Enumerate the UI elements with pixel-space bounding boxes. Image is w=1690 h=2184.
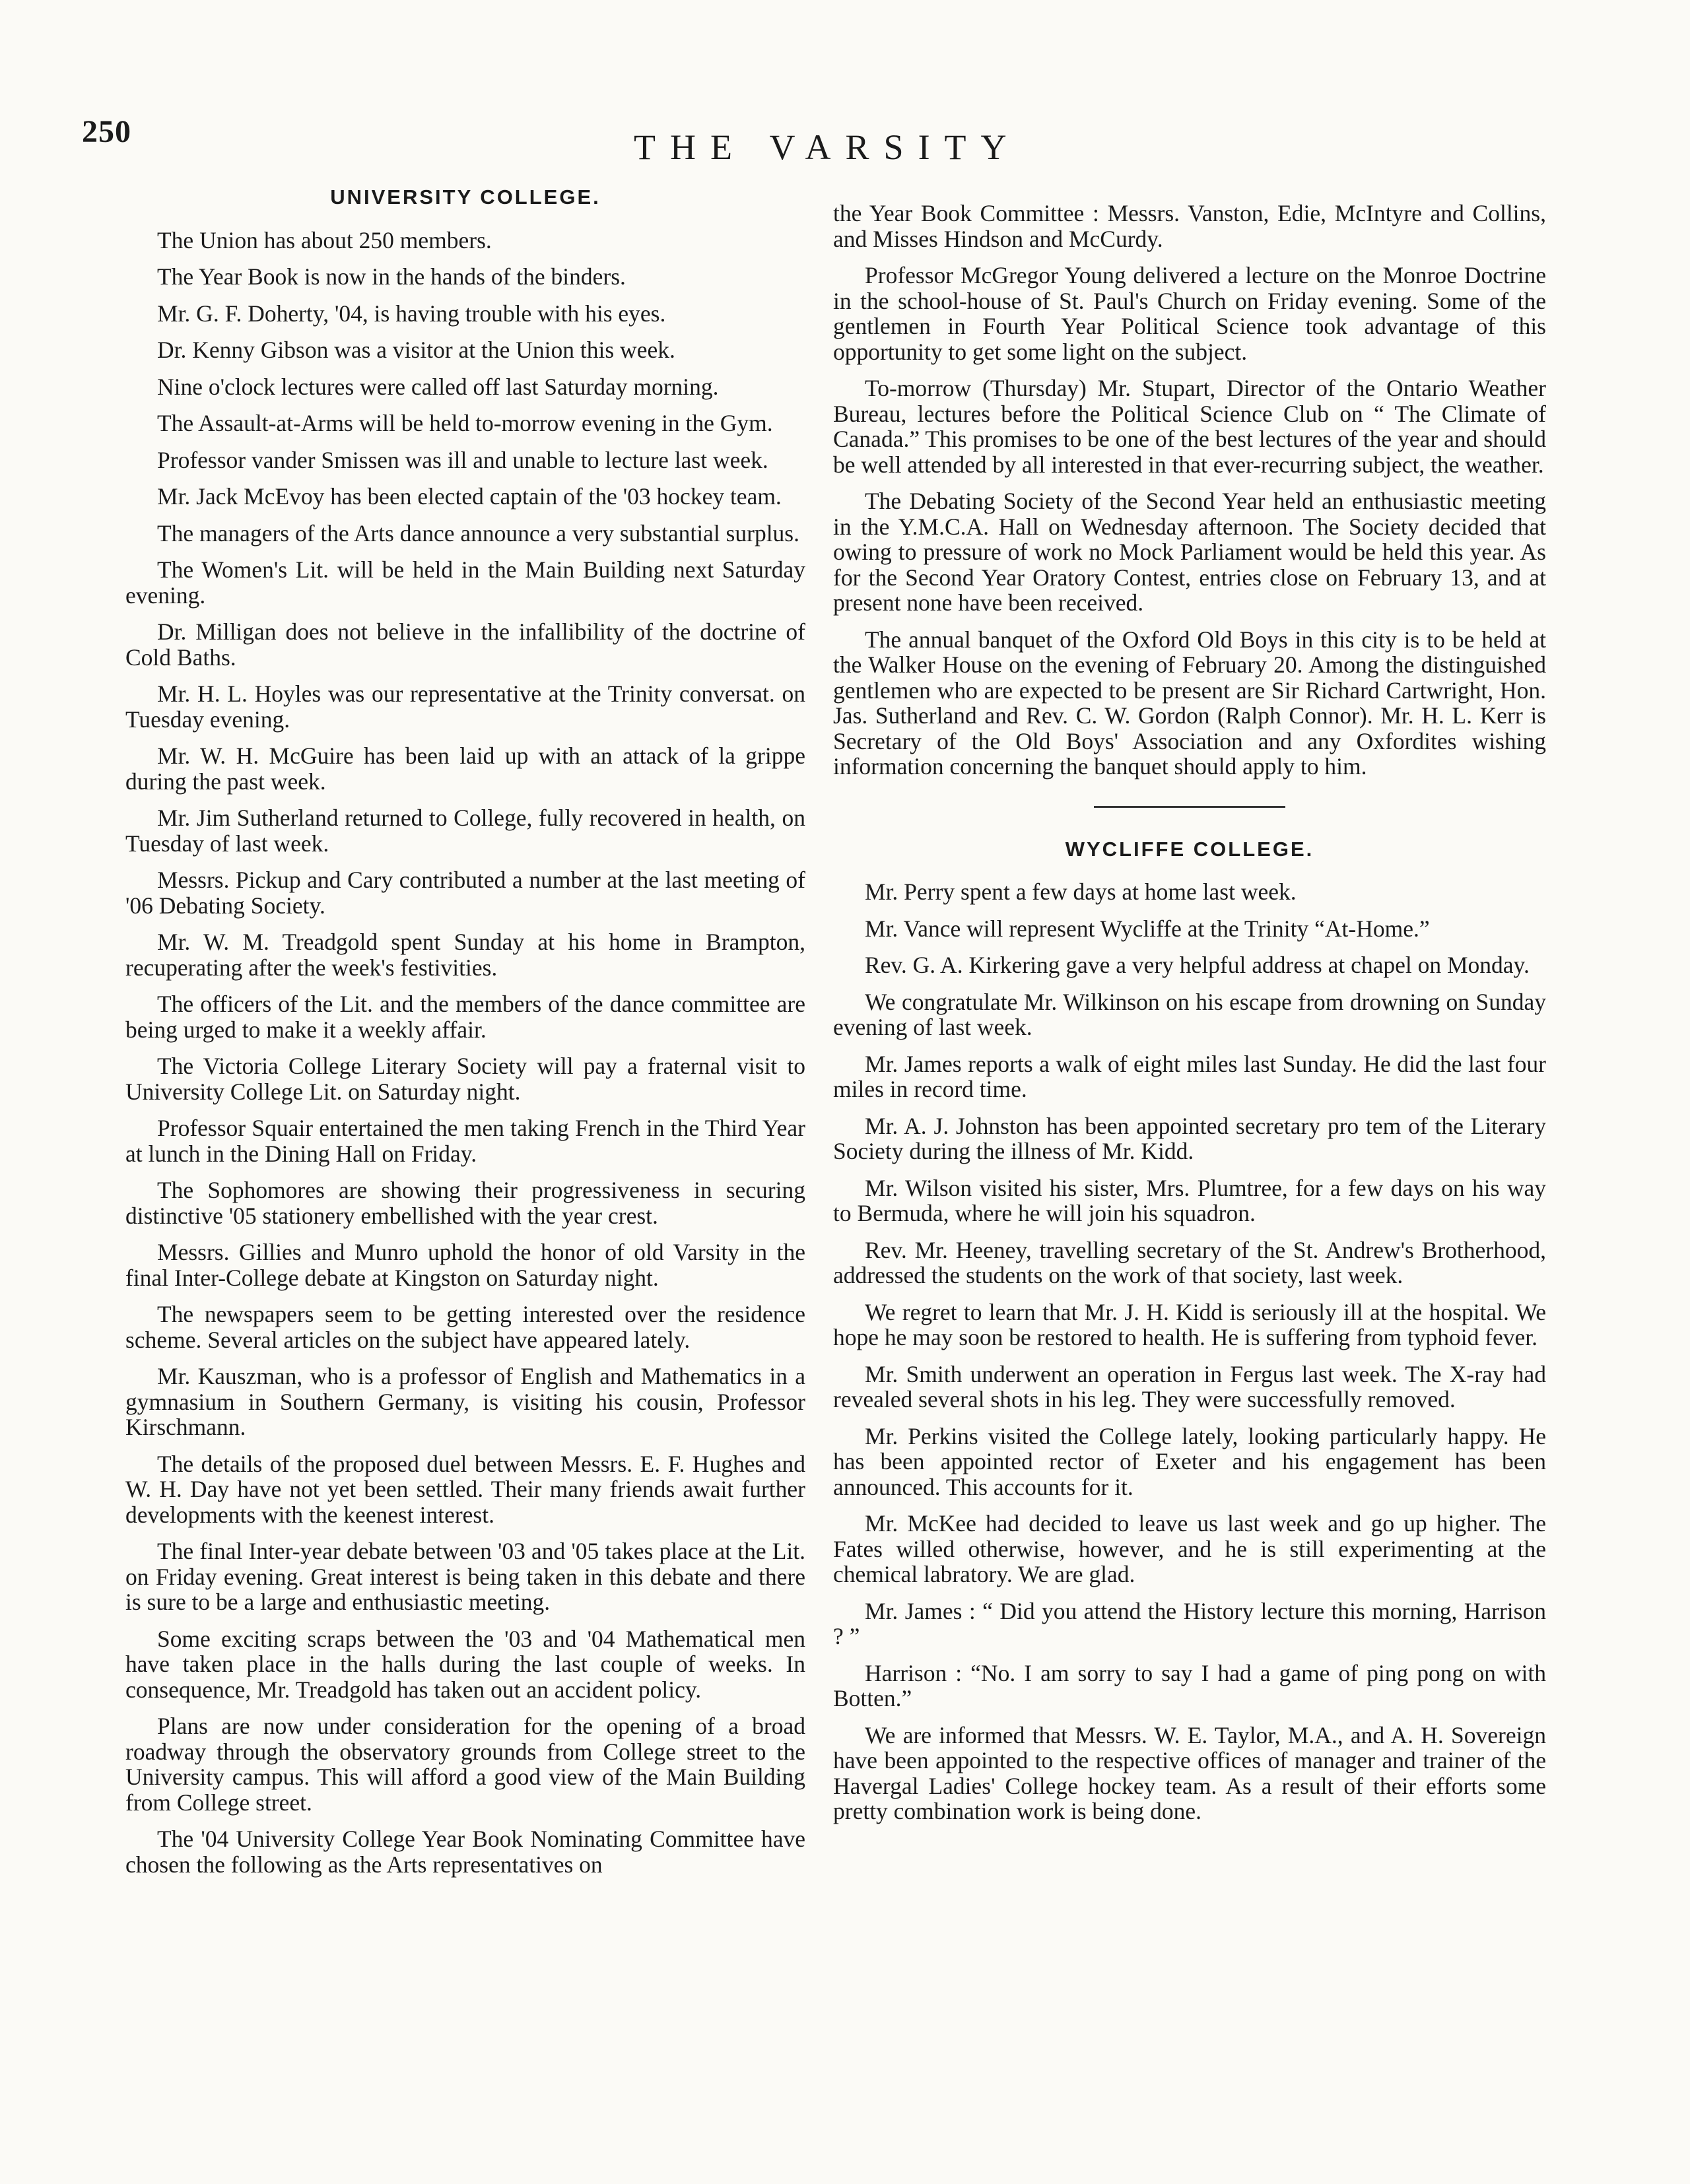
news-item: Plans are now under consideration for the opening of a broad roadway through the observatory grounds from College street to the University campus. This will afford a good view of the Main Building from College street. [125,1713,805,1816]
news-item: Mr. Wilson visited his sister, Mrs. Plumtree, for a few days on his way to Bermuda, where he will join his squadron. [833,1174,1546,1226]
news-item: The newspapers seem to be getting interested over the residence scheme. Several articles on the subject have appeared lately. [125,1301,805,1353]
news-item: Mr. Smith underwent an operation in Fergus last week. The X-ray had revealed several shots in his leg. They were successfully removed. [833,1360,1546,1412]
news-item: The Women's Lit. will be held in the Main Building next Saturday evening. [125,556,805,609]
news-item: We are informed that Messrs. W. E. Taylor, M.A., and A. H. Sovereign have been appointed to the respective offices of manager and trainer of the Havergal Ladies' College hockey team. As a result of their efforts some pretty combination work is being done. [833,1721,1546,1824]
news-item: Mr. Jim Sutherland returned to College, fully recovered in health, on Tuesday of last week. [125,805,805,857]
news-item: Some exciting scraps between the '03 and '04 Mathematical men have taken place in the halls during the last couple of weeks. In consequence, Mr. Treadgold has taken out an accident policy. [125,1625,805,1703]
news-item: Professor McGregor Young delivered a lecture on the Monroe Doctrine in the school-house of St. Paul's Church on Friday evening. Some of the gentlemen in Fourth Year Political Science took advantage of this opportunity to get some light on the subject. [833,262,1546,365]
news-item: The annual banquet of the Oxford Old Boys in this city is to be held at the Walker House on the evening of February 20. Among the distinguished gentlemen who are expected to be present are Sir Richard Cartwright, Hon. Jas. Sutherland and Rev. C. W. Gordon (Ralph Connor). Mr. H. L. Kerr is Secretary of the Old Boys' Association and any Oxfordites wishing information concerning the banquet should apply to him. [833,626,1546,779]
news-item: Mr. James reports a walk of eight miles last Sunday. He did the last four miles in record time. [833,1050,1546,1102]
news-item: The Debating Society of the Second Year held an enthusiastic meeting in the Y.M.C.A. Hall on Wednesday afternoon. The Society decided that owing to pressure of work no Mock Parliament would be held this year. As for the Second Year Oratory Contest, entries close on February 13, and at present none have been received. [833,488,1546,616]
news-item: We regret to learn that Mr. J. H. Kidd is seriously ill at the hospital. We hope he may soon be restored to health. He is suffering from typhoid fever. [833,1298,1546,1350]
news-item: Mr. Jack McEvoy has been elected captain of the '03 hockey team. [157,483,782,510]
news-item: To-morrow (Thursday) Mr. Stupart, Director of the Ontario Weather Bureau, lectures before the Political Science Club on “ The Climate of Canada.” This promises to be one of the best lectures of the year and should be well attended by all interested in that ever-recurring subject, the weather. [833,375,1546,478]
news-item: Mr. H. L. Hoyles was our representative at the Trinity conversat. on Tuesday evening. [125,680,805,733]
news-item: Messrs. Pickup and Cary contributed a number at the last meeting of '06 Debating Society. [125,867,805,919]
news-item: Rev. G. A. Kirkering gave a very helpful address at chapel on Monday. [865,952,1530,978]
news-item: Mr. James : “ Did you attend the History lecture this morning, Harrison ? ” [833,1597,1546,1649]
news-item: Rev. Mr. Heeney, travelling secretary of the St. Andrew's Brotherhood, addressed the students on the work of that society, last week. [833,1236,1546,1288]
news-item: Mr. A. J. Johnston has been appointed secretary pro tem of the Literary Society during the illness of Mr. Kidd. [833,1112,1546,1164]
news-item: Messrs. Gillies and Munro uphold the honor of old Varsity in the final Inter-College debate at Kingston on Saturday night. [125,1239,805,1291]
news-item: We congratulate Mr. Wilkinson on his escape from drowning on Sunday evening of last week. [833,988,1546,1040]
news-item: Mr. Kauszman, who is a professor of English and Mathematics in a gymnasium in Southern Germany, is visiting his cousin, Professor Kirschmann. [125,1363,805,1440]
news-item: Professor vander Smissen was ill and unable to lecture last week. [157,446,768,473]
news-item: The managers of the Arts dance announce a very substantial surplus. [157,519,799,546]
news-item: The details of the proposed duel between Messrs. E. F. Hughes and W. H. Day have not yet been settled. Their many friends await further developments with the keenest interest. [125,1450,805,1528]
news-item: Dr. Kenny Gibson was a visitor at the Union this week. [157,337,675,363]
news-item: The Year Book is now in the hands of the binders. [157,263,626,290]
right-column [833,201,1546,1836]
news-item: Mr. G. F. Doherty, '04, is having trouble with his eyes. [157,300,666,327]
news-item: Harrison : “No. I am sorry to say I had a game of ping pong on with Botten.” [833,1659,1546,1711]
news-item: The Victoria College Literary Society will pay a fraternal visit to University College Lit. on Saturday night. [125,1053,805,1105]
news-item: Mr. McKee had decided to leave us last week and go up higher. The Fates willed otherwise, however, and he is still experimenting at the chemical labratory. We are glad. [833,1510,1546,1587]
news-item: Nine o'clock lectures were called off last Saturday morning. [157,373,719,400]
news-item: The Sophomores are showing their progressiveness in securing distinctive '05 stationery embellished with the year crest. [125,1177,805,1229]
masthead-title: THE VARSITY [634,127,1021,167]
section-divider [1094,806,1285,808]
news-item: The '04 University College Year Book Nominating Committee have chosen the following as the Arts representatives on [125,1826,805,1878]
news-item: The Assault-at-Arms will be held to-morrow evening in the Gym. [157,410,773,436]
news-item: Dr. Milligan does not believe in the infallibility of the doctrine of Cold Baths. [125,618,805,671]
news-item: Professor Squair entertained the men taking French in the Third Year at lunch in the Dining Hall on Friday. [125,1115,805,1167]
news-item: Mr. Perry spent a few days at home last week. [865,878,1297,905]
news-item: Mr. W. H. McGuire has been laid up with an attack of la grippe during the past week. [125,743,805,795]
news-item: Mr. Vance will represent Wycliffe at the Trinity “At-Home.” [865,915,1430,942]
continued-item: the Year Book Committee : Messrs. Vanston, Edie, McIntyre and Collins, and Misses Hindson and McCurdy. [833,200,1546,252]
wycliffe-college-heading: WYCLIFFE COLLEGE. [1065,837,1314,861]
wycliffe-college-section [833,837,1546,1824]
news-item: Mr. W. M. Treadgold spent Sunday at his home in Brampton, recuperating after the week's festivities. [125,929,805,981]
university-college-heading: UNIVERSITY COLLEGE. [330,185,601,209]
page-number: 250 [82,114,131,149]
left-column [125,185,805,1888]
news-item: The officers of the Lit. and the members of the dance committee are being urged to make it a weekly affair. [125,991,805,1043]
news-item: The final Inter-year debate between '03 and '05 takes place at the Lit. on Friday evening. Great interest is being taken in this debate and there is sure to be a large and enthusiastic meeting. [125,1538,805,1615]
news-item: The Union has about 250 members. [157,226,492,253]
news-item: Mr. Perkins visited the College lately, looking particularly happy. He has been appointed rector of Exeter and his engagement has been announced. This accounts for it. [833,1422,1546,1500]
